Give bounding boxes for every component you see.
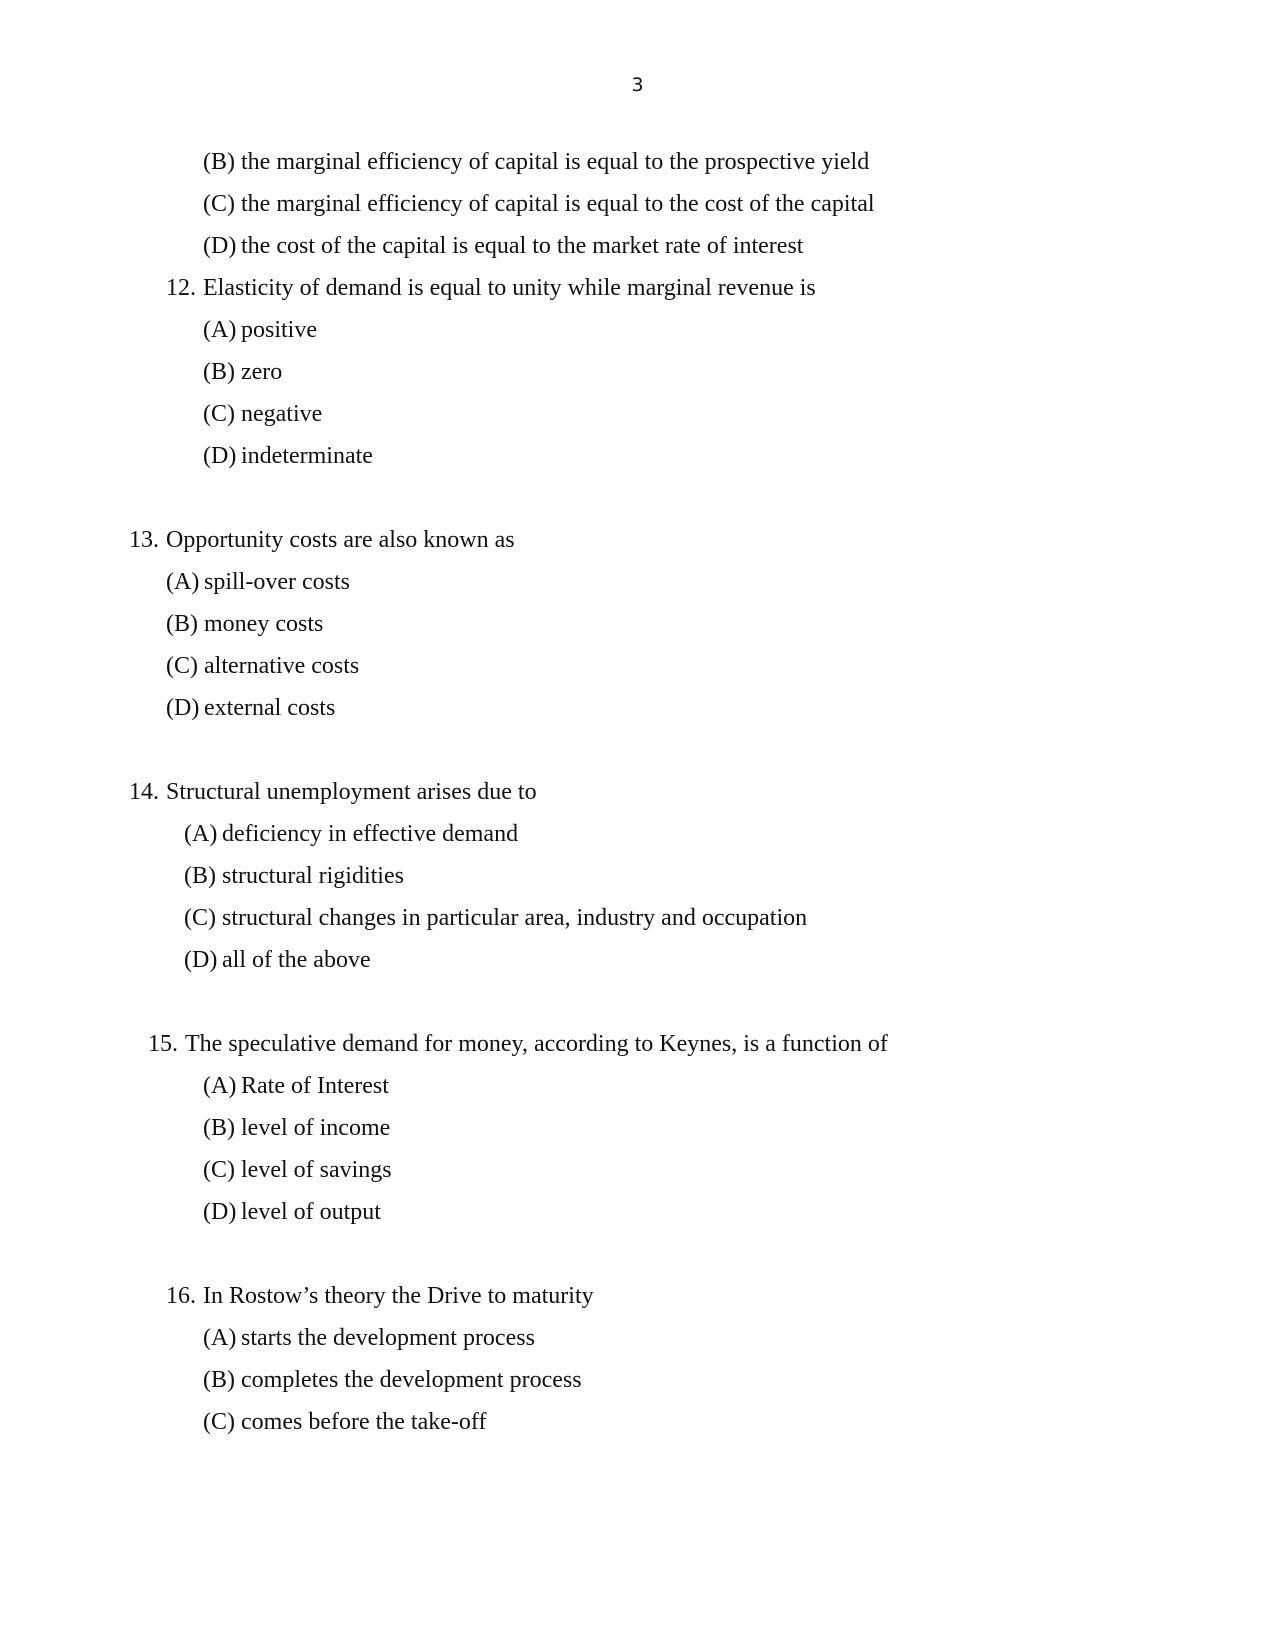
option-text: deficiency in effective demand (222, 821, 519, 847)
option-label: (D) (184, 947, 218, 973)
option-label: (C) (184, 905, 216, 931)
question-text: Elasticity of demand is equal to unity while marginal revenue is (203, 275, 816, 301)
option-label: (B) (203, 1367, 235, 1393)
option-label: (B) (166, 611, 198, 637)
option-label: (C) (203, 1157, 235, 1183)
option-text: zero (241, 359, 283, 385)
q16-option-b (203, 1366, 582, 1394)
q14-stem (129, 778, 537, 806)
option-text: level of output (241, 1199, 381, 1225)
q11-option-b (203, 148, 869, 176)
question-number: 15. (148, 1031, 178, 1057)
q14-option-d (184, 946, 371, 974)
q15-option-a (203, 1072, 389, 1100)
q15-stem (148, 1030, 888, 1058)
question-text: The speculative demand for money, according to Keynes, is a function of (185, 1031, 888, 1057)
option-label: (C) (203, 191, 235, 217)
question-number: 12. (166, 275, 196, 301)
option-label: (C) (203, 401, 235, 427)
q14-option-a (184, 820, 518, 848)
q16-stem (166, 1282, 594, 1310)
question-text: Opportunity costs are also known as (166, 527, 515, 553)
option-label: (A) (203, 1325, 237, 1351)
option-text: negative (241, 401, 323, 427)
option-text: starts the development process (241, 1325, 535, 1351)
q13-option-c (166, 652, 359, 680)
option-text: level of income (241, 1115, 391, 1141)
option-text: spill-over costs (204, 569, 350, 595)
option-label: (D) (166, 695, 200, 721)
q13-stem (129, 526, 515, 554)
q11-option-c (203, 190, 875, 218)
q14-option-b (184, 862, 404, 890)
option-label: (C) (203, 1409, 235, 1435)
option-label: (D) (203, 233, 237, 259)
q15-option-c (203, 1156, 392, 1184)
option-text: money costs (204, 611, 324, 637)
q11-option-d (203, 232, 803, 260)
q16-option-a (203, 1324, 535, 1352)
q14-option-c (184, 904, 807, 932)
question-text: In Rostow’s theory the Drive to maturity (203, 1283, 594, 1309)
option-label: (D) (203, 443, 237, 469)
q15-option-b (203, 1114, 390, 1142)
q12-stem (166, 274, 816, 302)
option-text: comes before the take-off (241, 1409, 487, 1435)
option-text: positive (241, 317, 317, 343)
question-number: 16. (166, 1283, 196, 1309)
option-label: (B) (184, 863, 216, 889)
option-text: level of savings (241, 1157, 392, 1183)
option-text: the marginal efficiency of capital is equal to the prospective yield (241, 149, 870, 175)
question-number: 14. (129, 779, 159, 805)
q12-option-b (203, 358, 282, 386)
q16-option-c (203, 1408, 486, 1436)
q12-option-d (203, 442, 373, 470)
option-label: (B) (203, 149, 235, 175)
option-label: (A) (184, 821, 218, 847)
option-text: external costs (204, 695, 336, 721)
q13-option-a (166, 568, 350, 596)
option-text: alternative costs (204, 653, 360, 679)
q13-option-d (166, 694, 335, 722)
question-number: 13. (129, 527, 159, 553)
option-label: (D) (203, 1199, 237, 1225)
option-label: (A) (203, 317, 237, 343)
option-label: (B) (203, 1115, 235, 1141)
option-text: indeterminate (241, 443, 373, 469)
option-text: Rate of Interest (241, 1073, 389, 1099)
question-text: Structural unemployment arises due to (166, 779, 537, 805)
q12-option-a (203, 316, 317, 344)
option-text: completes the development process (241, 1367, 582, 1393)
option-label: (B) (203, 359, 235, 385)
option-label: (C) (166, 653, 198, 679)
q13-option-b (166, 610, 323, 638)
q15-option-d (203, 1198, 381, 1226)
option-text: the marginal efficiency of capital is equal to the cost of the capital (241, 191, 875, 217)
option-label: (A) (166, 569, 200, 595)
page-number: 3 (631, 74, 644, 96)
option-text: structural rigidities (222, 863, 404, 889)
option-text: all of the above (222, 947, 371, 973)
option-label: (A) (203, 1073, 237, 1099)
q12-option-c (203, 400, 322, 428)
option-text: the cost of the capital is equal to the market rate of interest (241, 233, 804, 259)
option-text: structural changes in particular area, industry and occupation (222, 905, 808, 931)
